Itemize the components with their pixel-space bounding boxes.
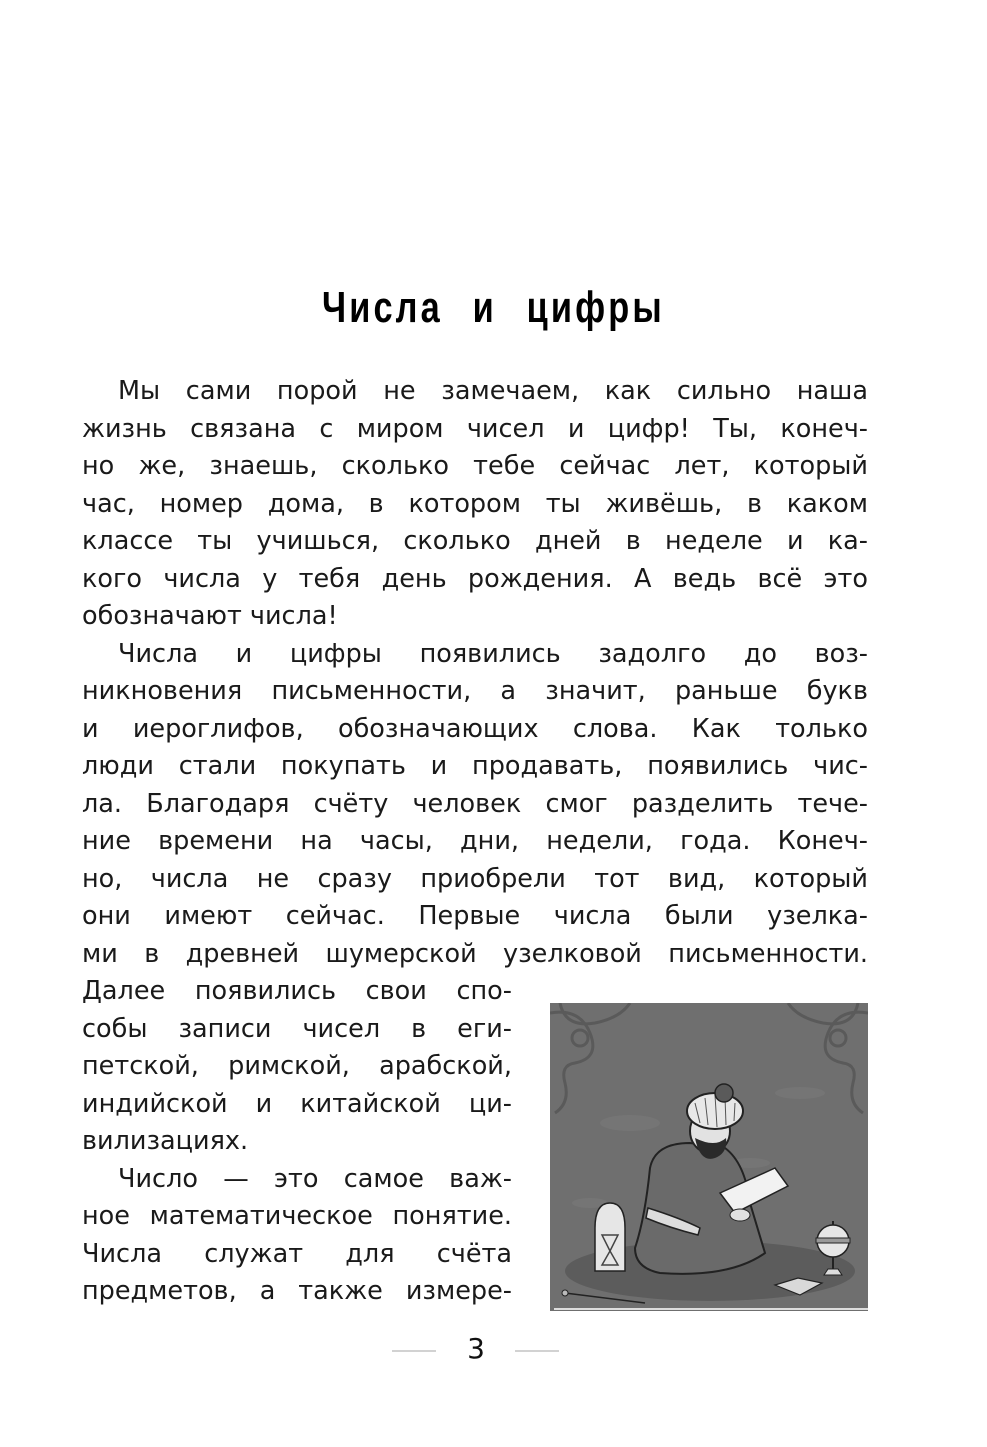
text-line: вилизациях. [82, 1126, 249, 1156]
text-line: никновения письменности, а значит, раньше букв [82, 676, 868, 706]
text-line: час, номер дома, в котором ты живёшь, в каком [82, 489, 868, 519]
text-line: обозначают числа! [82, 601, 338, 631]
text-line: петской, римской, арабской, [82, 1051, 512, 1081]
text-line: ми в древней шумерской узелковой письменности. [82, 939, 868, 969]
text-line: классе ты учишься, сколько дней в неделе и ка- [82, 526, 868, 556]
left-rule [392, 1350, 436, 1352]
page-footer [0, 1330, 987, 1370]
text-line: Число — это самое важ- [118, 1164, 512, 1194]
right-rule [515, 1350, 559, 1352]
scholar-illustration [550, 1003, 868, 1311]
text-line: но, числа не сразу приобрели тот вид, который [82, 864, 868, 894]
text-line: кого числа у тебя день рождения. А ведь всё это [82, 564, 868, 594]
text-line: но же, знаешь, сколько тебе сейчас лет, который [82, 451, 868, 481]
text-line: и иероглифов, обозначающих слова. Как только [82, 714, 868, 744]
text-line: люди стали покупать и продавать, появились чис- [82, 751, 868, 781]
text-line: они имеют сейчас. Первые числа были узелка- [82, 901, 868, 931]
text-line: ла. Благодаря счёту человек смог разделить тече- [82, 789, 868, 819]
text-line: предметов, а также измере- [82, 1276, 512, 1306]
text-line: Числа служат для счёта [82, 1239, 512, 1269]
text-line: индийской и китайской ци- [82, 1089, 512, 1119]
page-title: Числа и цифры [322, 283, 665, 332]
text-line: ние времени на часы, дни, недели, года. Конеч- [82, 826, 868, 856]
text-line: ное математическое понятие. [82, 1201, 512, 1231]
page-number: 3 [467, 1332, 485, 1365]
text-line: Числа и цифры появились задолго до воз- [118, 639, 868, 669]
text-line: жизнь связана с миром чисел и цифр! Ты, конеч- [82, 414, 868, 444]
text-line: собы записи чисел в еги- [82, 1014, 512, 1044]
scholar-illustration-icon [550, 1003, 868, 1311]
text-line: Мы сами порой не замечаем, как сильно наша [118, 376, 868, 406]
text-line: Далее появились свои спо- [82, 976, 512, 1006]
